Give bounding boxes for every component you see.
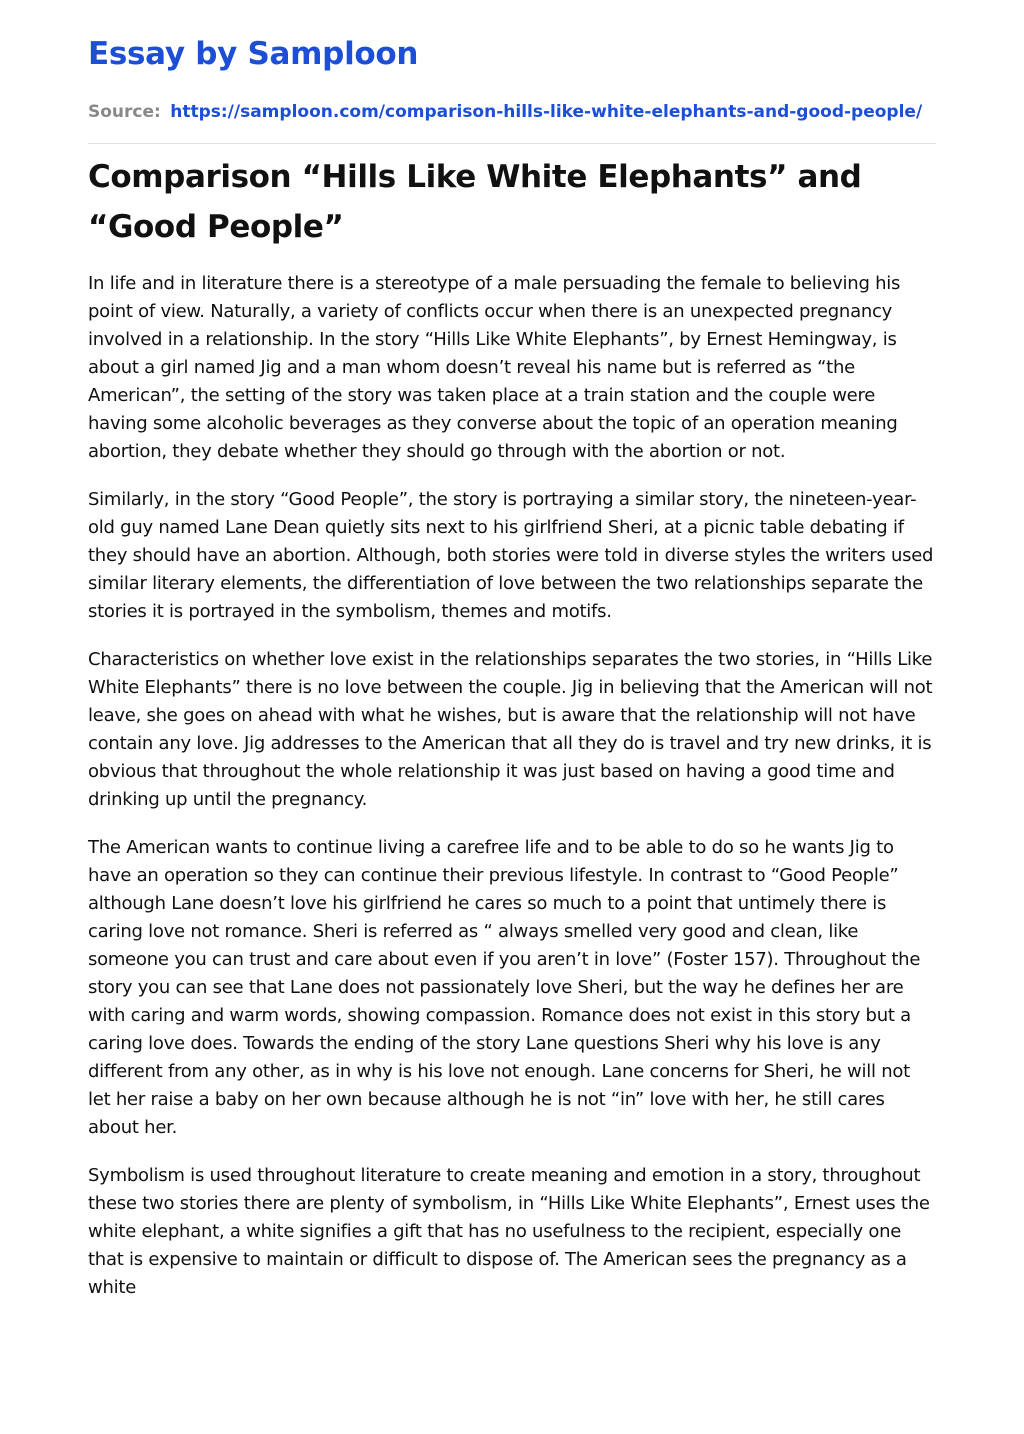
essay-paragraph: In life and in literature there is a stereotype of a male persuading the female to believing his point of view. Naturally, a variety of conflicts occur when there is an unexpected pregnancy involved in a relationship. In the story “Hills Like White Elephants”, by Ernest Hemingway, is about a girl named Jig and a man whom doesn’t reveal his name but is referred as “the American”, the setting of the story was taken place at a train station and the couple were having some alcoholic beverages as they converse about the topic of an operation meaning abortion, they debate whether they should go through with the abortion or not. bbox=[88, 273, 901, 462]
essay-paragraph: Characteristics on whether love exist in the relationships separates the two stories, in “Hills Like White Elephants” there is no love between the couple. Jig in believing that the American will not leave, she goes on ahead with what he wishes, but is aware that the relationship will not have contain any love. Jig addresses to the American that all they do is travel and try new drinks, it is obvious that throughout the whole relationship it was just based on having a good time and drinking up until the pregnancy. bbox=[88, 649, 933, 810]
source-label: Source: bbox=[88, 102, 161, 122]
essay-paragraph: Similarly, in the story “Good People”, the story is portraying a similar story, the nineteen-year-old guy named Lane Dean quietly sits next to his girlfriend Sheri, at a picnic table debating if they should have an abortion. Although, both stories were told in diverse styles the writers used similar literary elements, the differentiation of love between the two relationships separate the stories it is portrayed in the symbolism, themes and motifs. bbox=[88, 489, 934, 622]
essay-body bbox=[88, 270, 936, 1322]
source-line bbox=[88, 102, 922, 122]
essay-title: Comparison “Hills Like White Elephants” and “Good People” bbox=[88, 159, 862, 245]
header-divider bbox=[88, 143, 936, 144]
source-link[interactable]: https://samploon.com/comparison-hills-like-white-elephants-and-good-people/ bbox=[170, 102, 923, 122]
essay-paragraph: The American wants to continue living a carefree life and to be able to do so he wants Jig to have an operation so they can continue their previous lifestyle. In contrast to “Good People” although Lane doesn’t love his girlfriend he cares so much to a point that untimely there is caring love not romance. Sheri is referred as “ always smelled very good and clean, like someone you can trust and care about even if you aren’t in love” (Foster 157). Throughout the story you can see that Lane does not passionately love Sheri, but the way he defines her are with caring and warm words, showing compassion. Romance does not exist in this story but a caring love does. Towards the ending of the story Lane questions Sheri why his love is any different from any other, as in why is his love not enough. Lane concerns for Sheri, he will not let her raise a baby on her own because although he is not “in” love with her, he still cares about her. bbox=[88, 837, 921, 1138]
essay-paragraph: Symbolism is used throughout literature to create meaning and emotion in a story, throughout these two stories there are plenty of symbolism, in “Hills Like White Elephants”, Ernest uses the white elephant, a white signifies a gift that has no usefulness to the recipient, especially one that is expensive to maintain or difficult to dispose of. The American sees the pregnancy as a white bbox=[88, 1165, 930, 1298]
site-brand[interactable]: Essay by Samploon bbox=[88, 36, 419, 72]
